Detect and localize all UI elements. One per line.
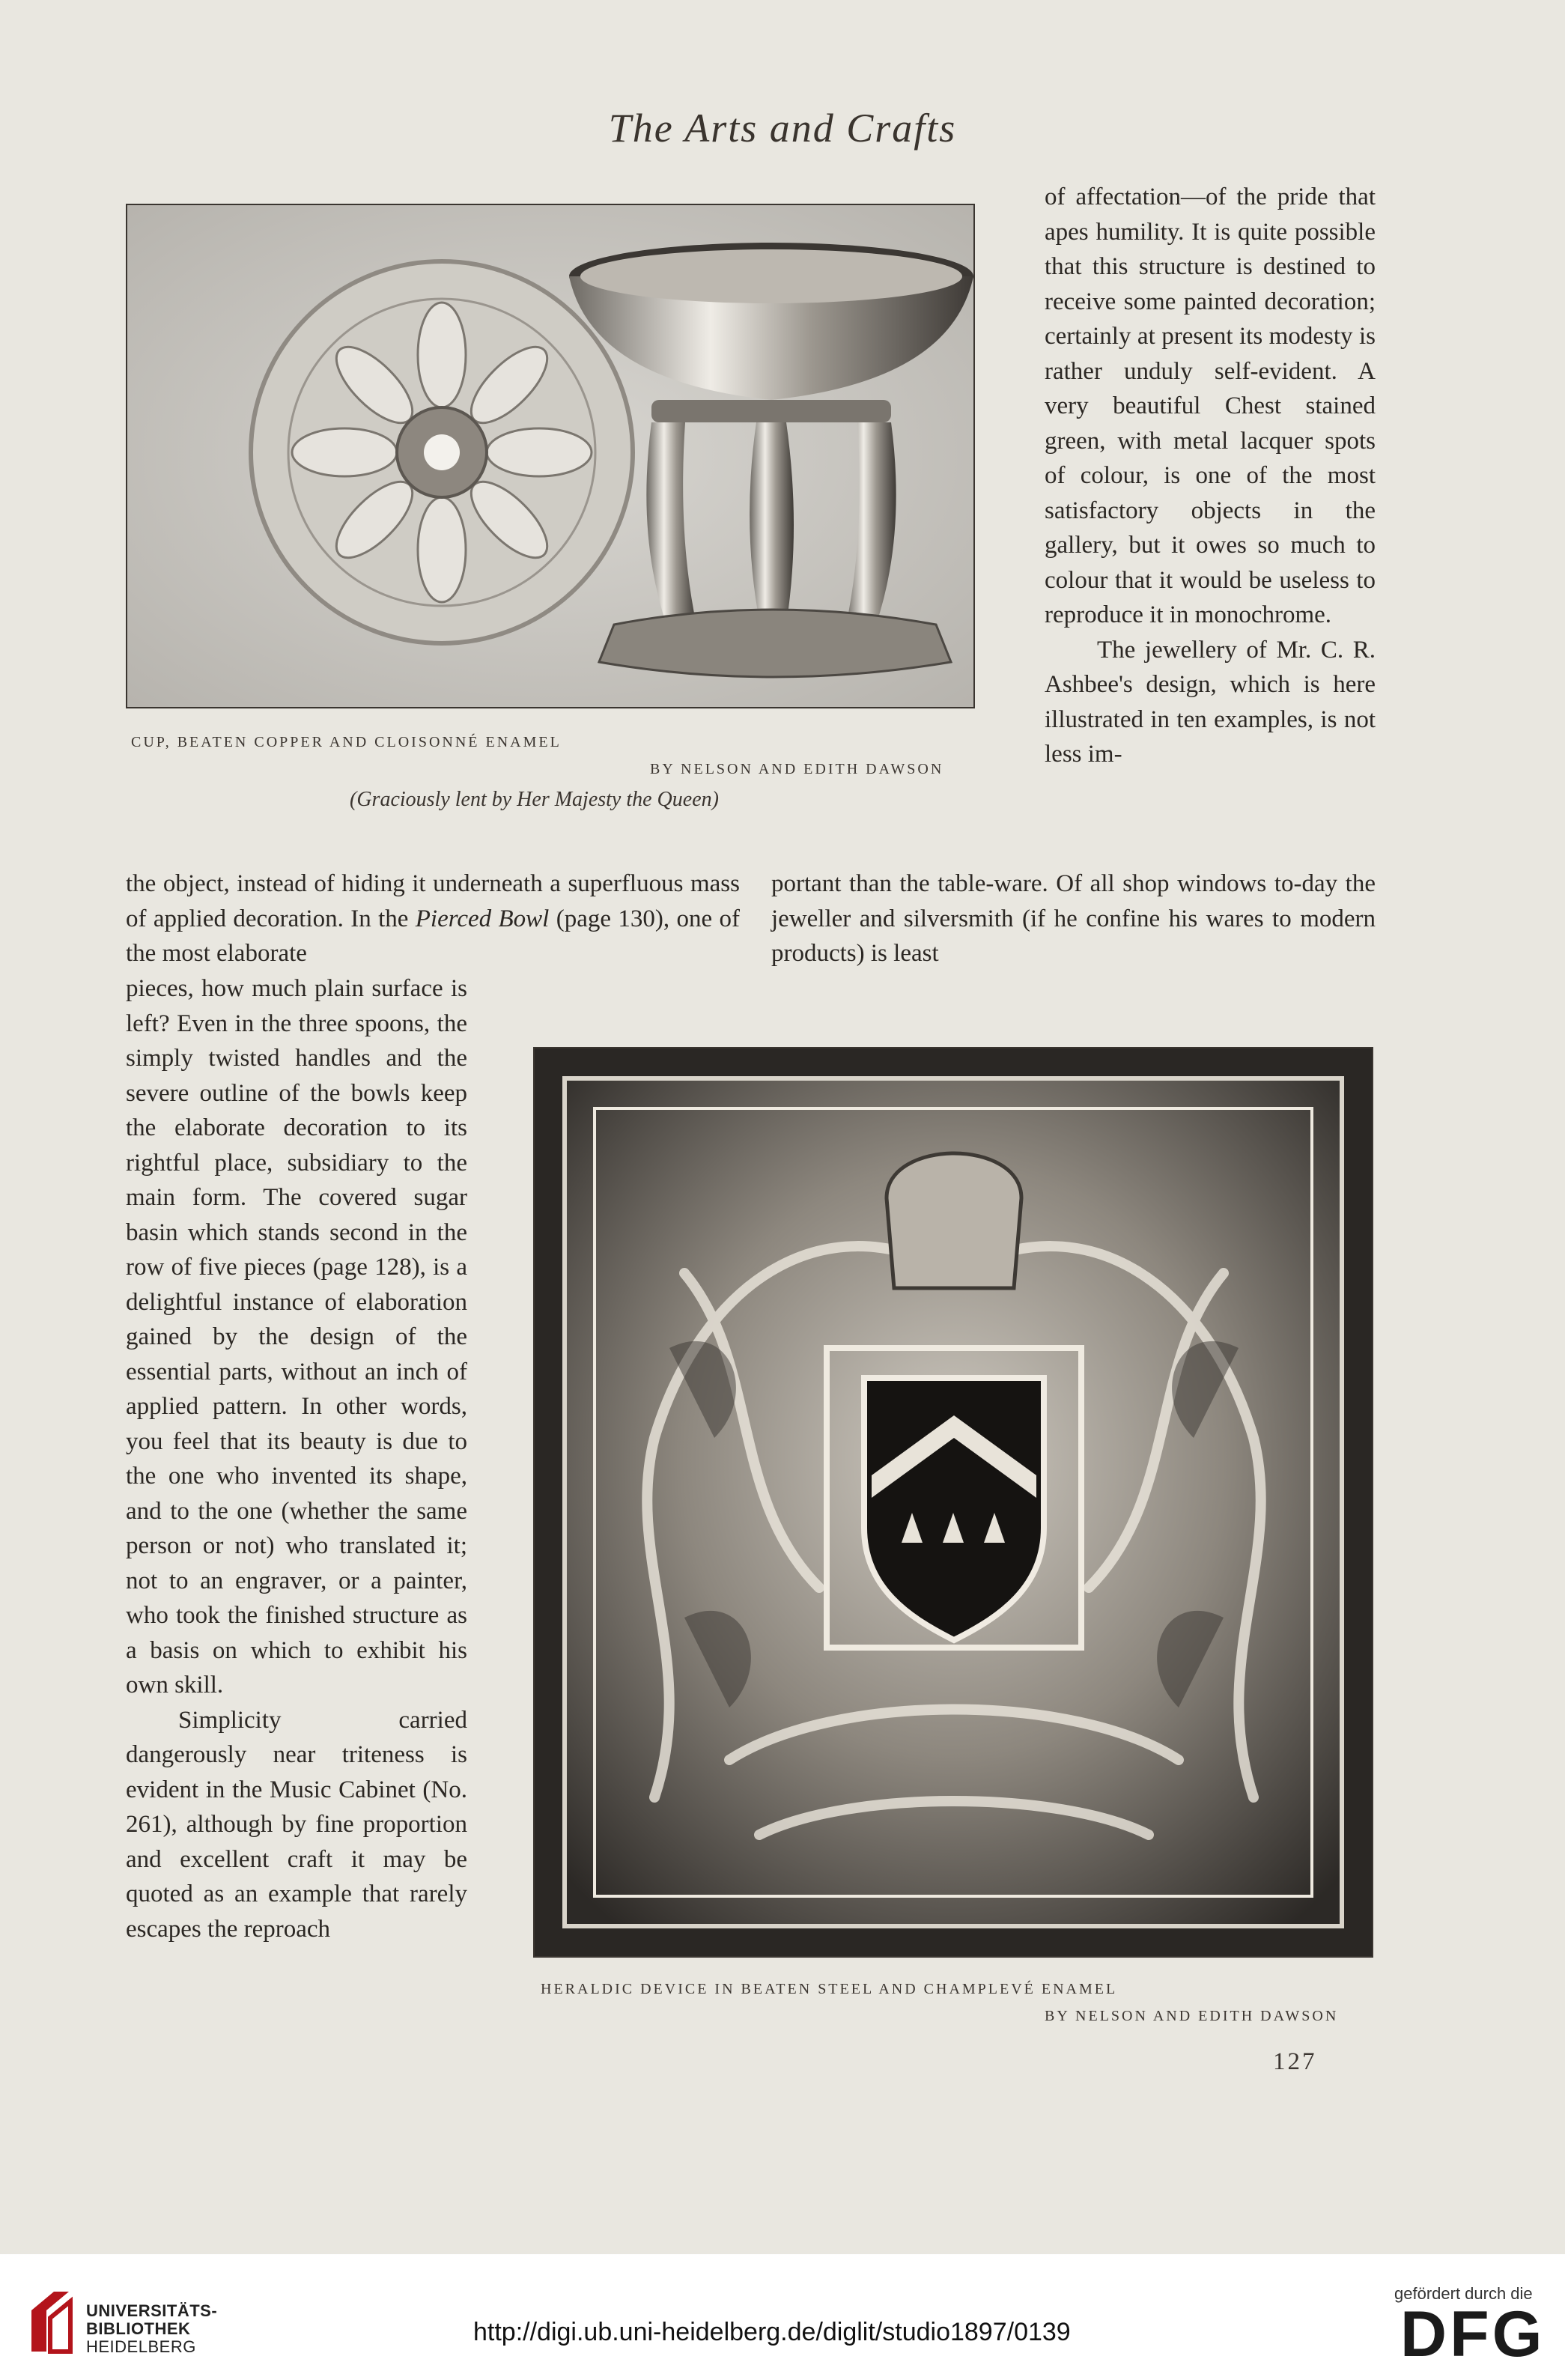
library-name — [86, 2302, 217, 2356]
figure2-caption-credit: BY NELSON AND EDITH DAWSON — [1045, 2008, 1339, 2024]
right-column-upper — [1045, 180, 1376, 772]
library-name-line-2: BIBLIOTHEK — [86, 2319, 191, 2338]
cup-photo-illustration — [127, 205, 973, 707]
right-column-continuation — [771, 866, 1376, 971]
funder-text: gefördert durch die — [1394, 2284, 1533, 2303]
heraldic-device-photo — [533, 1047, 1373, 1958]
cup-photo — [126, 204, 975, 708]
figure2-caption-title: HERALDIC DEVICE IN BEATEN STEEL AND CHAMPLEVÉ ENAMEL — [541, 1981, 1118, 1997]
left-column-paragraph-2: Simplicity carried dangerously near triteness is evident in the Music Cabinet (No. 261), although by fine proportion and excellent craft it may be quoted as an example that rarely escapes the reproach — [126, 1706, 467, 1943]
right-column-paragraph-1: of affectation—of the pride that apes humility. It is quite possible that this structure is destined to receive some painted decoration; certainly at present its modesty is rather unduly self-evident. A very beautiful Chest stained green, with metal lacquer spots of colour, is one of the most satisfactory objects in the gallery, but it owes so much to colour that it would be useless to reproduce it in monochrome. — [1045, 183, 1376, 628]
body-text-left-b: (page 130), one of the most elaborate — [126, 905, 740, 967]
library-name-line-1: UNIVERSITÄTS- — [86, 2301, 218, 2320]
source-url-link[interactable]: http://digi.ub.uni-heidelberg.de/diglit/studio1897/0139 — [473, 2318, 1071, 2346]
body-text-right: portant than the table-ware. Of all shop windows to-day the jeweller and silversmith (if he confine his wares to modern products) is least — [771, 870, 1376, 967]
figure1-caption-credit: BY NELSON AND EDITH DAWSON — [650, 761, 944, 777]
body-text-left-a: the object, instead of hiding it underneath a superfluous mass of applied decoration. In the — [126, 870, 740, 932]
running-title: The Arts and Crafts — [608, 106, 957, 151]
right-column-paragraph-2: The jewellery of Mr. C. R. Ashbee's design, which is here illustrated in ten examples, is not less im- — [1045, 636, 1376, 768]
left-column-lower — [126, 971, 467, 1946]
footer — [0, 2254, 1565, 2380]
heraldic-device-illustration — [535, 1048, 1372, 1956]
library-logo-icon — [24, 2288, 76, 2359]
page-number: 127 — [1273, 2048, 1317, 2075]
library-name-line-3: HEIDELBERG — [86, 2337, 196, 2356]
figure1-caption-note: (Graciously lent by Her Majesty the Queen) — [350, 788, 719, 811]
left-column-paragraph-1: pieces, how much plain surface is left? Even in the three spoons, the simply twisted handles and the severe outline of the bowls keep the elaborate decoration to its rightful place, subsidiary to the main form. The covered sugar basin which stands second in the row of five pieces (page 128), is a delightful instance of elaboration gained by the design of the essential parts, without an inch of applied pattern. In other words, you feel that its beauty is due to the one who invented its shape, and to the one (whether the same person or not) who translated it; not to an engraver, or a painter, who took the finished structure as a basis on which to exhibit his own skill. — [126, 975, 467, 1699]
left-column-continuation — [126, 866, 740, 971]
figure1-caption-title: CUP, BEATEN COPPER AND CLOISONNÉ ENAMEL — [131, 734, 562, 750]
pierced-bowl-title: Pierced Bowl — [415, 905, 550, 932]
dfg-logo: DFG — [1400, 2298, 1546, 2370]
